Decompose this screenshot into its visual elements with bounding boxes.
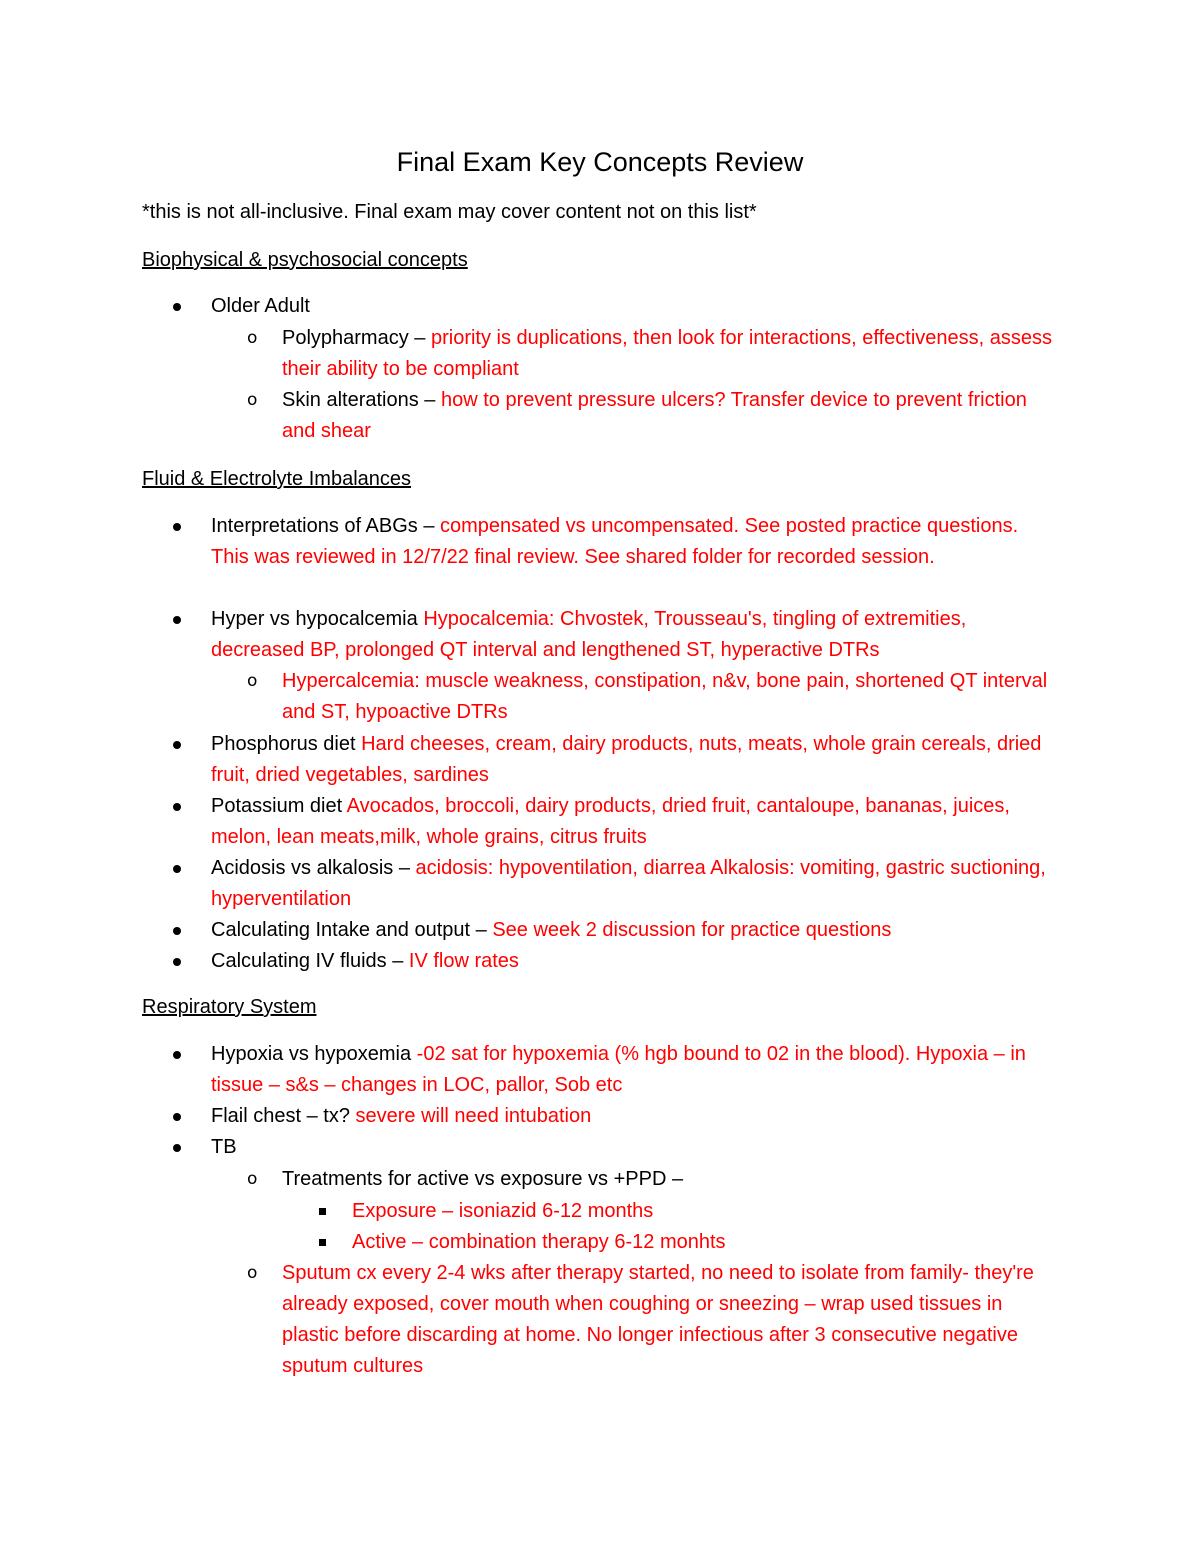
circle-bullet-icon: o (247, 1169, 258, 1189)
circle-bullet-icon: o (247, 1263, 258, 1283)
list-item-flail-chest: Flail chest – tx? severe will need intubation (211, 1105, 592, 1127)
section-heading-biophysical: Biophysical & psychosocial concepts (142, 249, 468, 271)
list-item-polypharmacy: Polypharmacy – priority is duplications, then look for interactions, effectiveness, assess their ability to be compliant (282, 327, 1053, 380)
circle-bullet-icon: o (247, 328, 258, 348)
list-item-exposure: Exposure – isoniazid 6-12 months (352, 1200, 654, 1222)
list-item-sputum: Sputum cx every 2-4 wks after therapy started, no need to isolate from family- they're already exposed, cover mouth when coughing or sneezing – wrap used tissues in plastic before discarding at home. No longer infectious after 3 consecutive negative sputum cultures (282, 1262, 1034, 1377)
list-item-abg: Interpretations of ABGs – compensated vs uncompensated. See posted practice questions. This was reviewed in 12/7/22 final review. See shared folder for recorded session. (211, 515, 1019, 568)
section-heading-fluid-electrolyte: Fluid & Electrolyte Imbalances (142, 468, 412, 490)
list-item-acidosis: Acidosis vs alkalosis – acidosis: hypoventilation, diarrea Alkalosis: vomiting, gastric suctioning, hyperventilation (211, 857, 1046, 910)
list-item-intake-output: Calculating Intake and output – See week 2 discussion for practice questions (211, 919, 892, 941)
circle-bullet-icon: o (247, 390, 258, 410)
list-item-potassium: Potassium diet Avocados, broccoli, dairy products, dried fruit, cantaloupe, bananas, juices, melon, lean meats,milk, whole grains, citrus fruits (211, 795, 1010, 848)
list-item-active: Active – combination therapy 6-12 monhts (352, 1231, 726, 1253)
list-item-iv-fluids: Calculating IV fluids – IV flow rates (211, 950, 519, 972)
list-item-tb-treatments: Treatments for active vs exposure vs +PPD – (282, 1168, 684, 1190)
page-title: Final Exam Key Concepts Review (396, 147, 804, 177)
list-item-skin-alterations: Skin alterations – how to prevent pressure ulcers? Transfer device to prevent friction and shear (282, 389, 1027, 442)
list-item-hypercalcemia: Hypercalcemia: muscle weakness, constipation, n&v, bone pain, shortened QT interval and ST, hypoactive DTRs (282, 670, 1048, 723)
disclaimer-note: *this is not all-inclusive. Final exam may cover content not on this list* (142, 201, 757, 223)
list-item-older-adult: Older Adult (211, 295, 310, 317)
list-item-hypoxia: Hypoxia vs hypoxemia -02 sat for hypoxemia (% hgb bound to 02 in the blood). Hypoxia – in tissue – s&s – changes in LOC, pallor, Sob etc (211, 1043, 1026, 1096)
list-item-tb: TB (211, 1136, 237, 1158)
list-item-phosphorus: Phosphorus diet Hard cheeses, cream, dairy products, nuts, meats, whole grain cereals, dried fruit, dried vegetables, sardines (211, 733, 1042, 786)
circle-bullet-icon: o (247, 671, 258, 691)
list-item-calcemia: Hyper vs hypocalcemia Hypocalcemia: Chvostek, Trousseau's, tingling of extremities, decreased BP, prolonged QT interval and lengthened ST, hyperactive DTRs (211, 608, 967, 661)
section-heading-respiratory: Respiratory System (142, 996, 317, 1018)
